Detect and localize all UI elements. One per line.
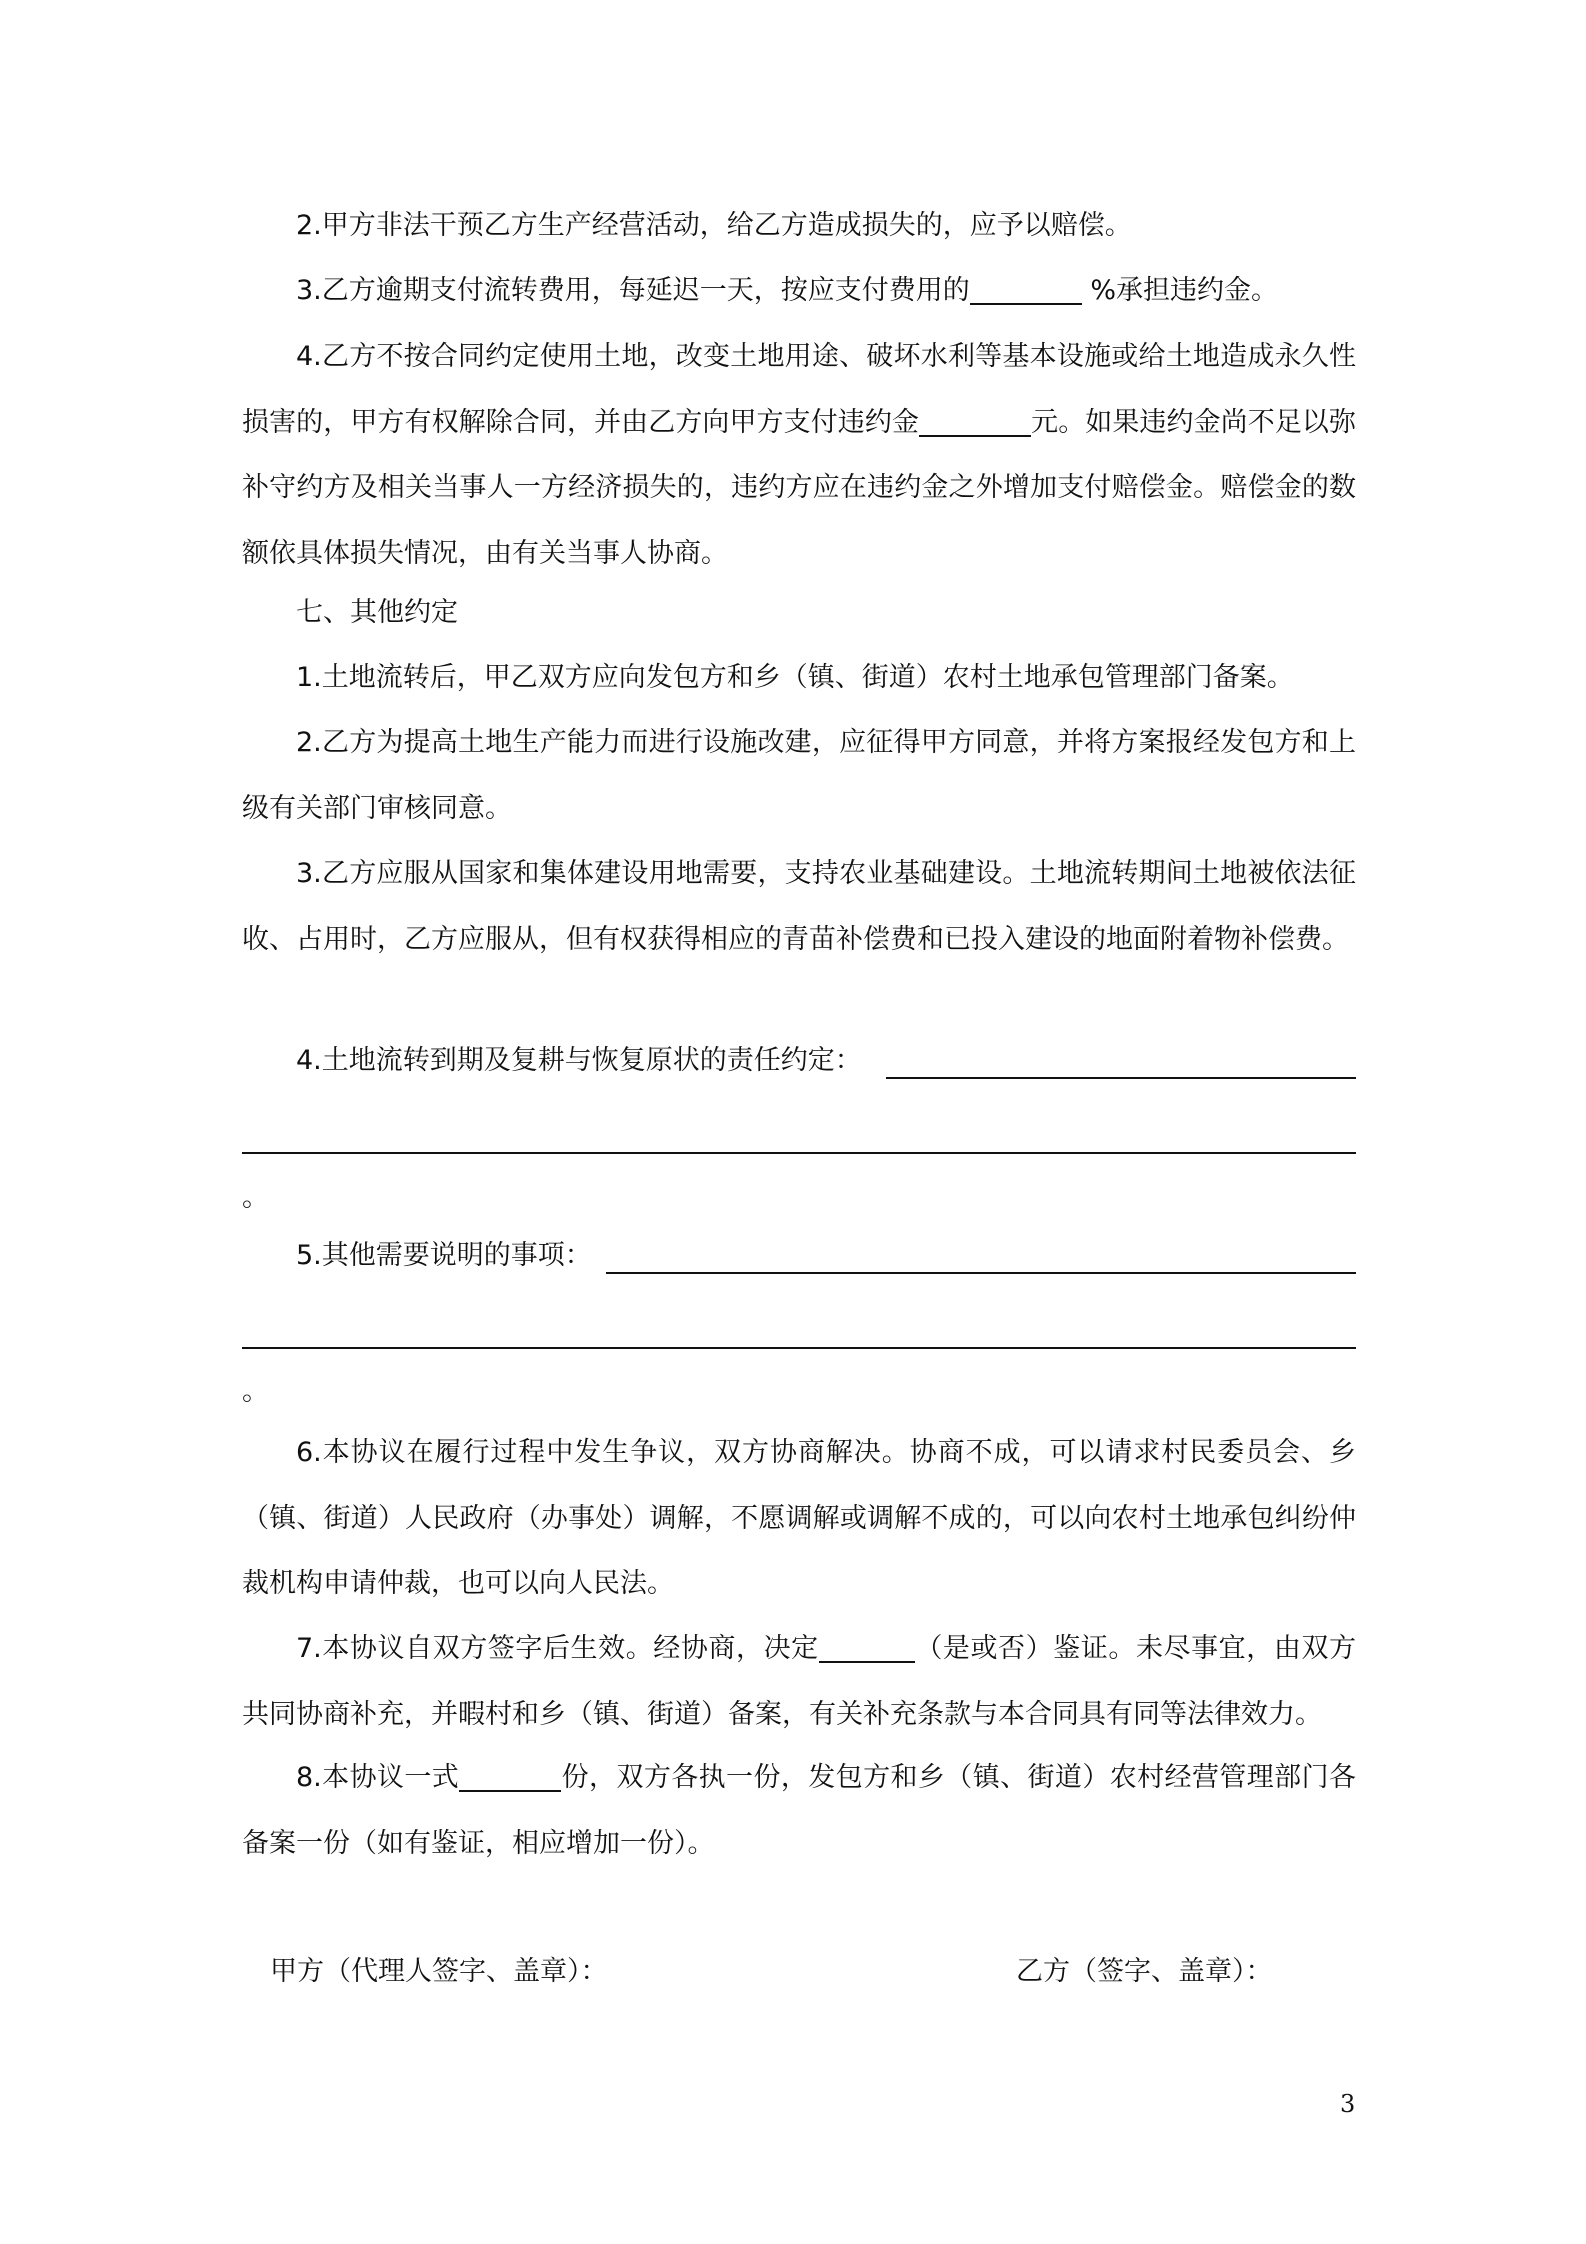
clause-7-7 — [242, 1616, 1356, 1747]
clause-7-1-text: 1.土地流转后，甲乙双方应向发包方和乡（镇、街道）农村土地承包管理部门备案。 — [296, 662, 1294, 693]
party-a-signature-label: 甲方（代理人签字、盖章）： — [270, 1956, 608, 1987]
clause-7-5-label: 5.其他需要说明的事项： — [296, 1240, 592, 1271]
clause-7-4-end: 。 — [242, 1182, 269, 1213]
penalty-rate-blank[interactable] — [970, 271, 1082, 305]
clause-7-8-text: 8.本协议一式 — [296, 1762, 460, 1793]
clause-7-5-fill-line-1[interactable] — [606, 1272, 1356, 1274]
clause-7-6 — [242, 1420, 1356, 1617]
clause-7-2-text: 2.乙方为提高土地生产能力而进行设施改建，应征得甲方同意，并将方案报经发包方和上级有关部门审核同意。 — [242, 727, 1356, 824]
clause-7-4-fill-line-2[interactable] — [242, 1152, 1356, 1154]
clause-7-4-fill-line-1[interactable] — [886, 1077, 1356, 1079]
clause-7-3 — [242, 841, 1356, 972]
clause-7-2 — [242, 710, 1356, 841]
clause-7-3-text: 3.乙方应服从国家和集体建设用地需要，支持农业基础建设。土地流转期间土地被依法征收、占用时，乙方应服从，但有权获得相应的青苗补偿费和已投入建设的地面附着物补偿费。 — [242, 858, 1356, 955]
page-number: 3 — [1340, 2090, 1356, 2118]
clause-6-3 — [242, 258, 1356, 324]
clause-7-6-text: 6.本协议在履行过程中发生争议，双方协商解决。协商不成，可以请求村民委员会、乡（镇、街道）人民政府（办事处）调解，不愿调解或调解不成的，可以向农村土地承包纠纷仲裁机构申请仲裁，也可以向人民法。 — [242, 1437, 1356, 1599]
clause-6-4-text: 4.乙方不按合同约定使用土地，改变土地用途、破坏水利等基本设施或给土地造成永久性损害的，甲方有权解除合同，并由乙方向甲方支付违约金 — [242, 341, 1356, 438]
clause-7-5-fill-line-2[interactable] — [242, 1347, 1356, 1349]
clause-7-7-text: 7.本协议自双方签字后生效。经协商，决定 — [296, 1633, 819, 1664]
clause-7-8-suffix: 份，双方各执一份，发包方和乡（镇、街道）农村经营管理部门各备案一份（如有鉴证，相应增加一份）。 — [242, 1762, 1356, 1859]
copies-count-blank[interactable] — [459, 1758, 561, 1792]
clause-7-8 — [242, 1745, 1356, 1876]
clause-6-3-text: 3.乙方逾期支付流转费用，每延迟一天，按应支付费用的 — [296, 275, 970, 306]
clause-6-2-text: 2.甲方非法干预乙方生产经营活动，给乙方造成损失的，应予以赔偿。 — [296, 210, 1132, 241]
section-7-heading: 七、其他约定 — [296, 597, 458, 628]
party-b-signature-label: 乙方（签字、盖章）： — [1016, 1956, 1273, 1987]
clause-6-2 — [242, 193, 1356, 259]
clause-7-1 — [242, 645, 1356, 711]
clause-7-4-label: 4.土地流转到期及复耕与恢复原状的责任约定： — [296, 1045, 862, 1076]
clause-7-7-suffix: （是或否）鉴证。未尽事宜，由双方共同协商补充，并暇村和乡（镇、街道）备案，有关补充条款与本合同具有同等法律效力。 — [242, 1633, 1356, 1730]
certification-choice-blank[interactable] — [819, 1629, 915, 1663]
clause-6-4-suffix: 元。如果违约金尚不足以弥补守约方及相关当事人一方经济损失的，违约方应在违约金之外增加支付赔偿金。赔偿金的数额依具体损失情况，由有关当事人协商。 — [242, 406, 1357, 569]
clause-6-4 — [242, 324, 1356, 586]
clause-7-5-end: 。 — [242, 1376, 269, 1407]
penalty-amount-blank[interactable] — [919, 403, 1031, 437]
clause-6-3-suffix: %承担违约金。 — [1090, 275, 1279, 306]
